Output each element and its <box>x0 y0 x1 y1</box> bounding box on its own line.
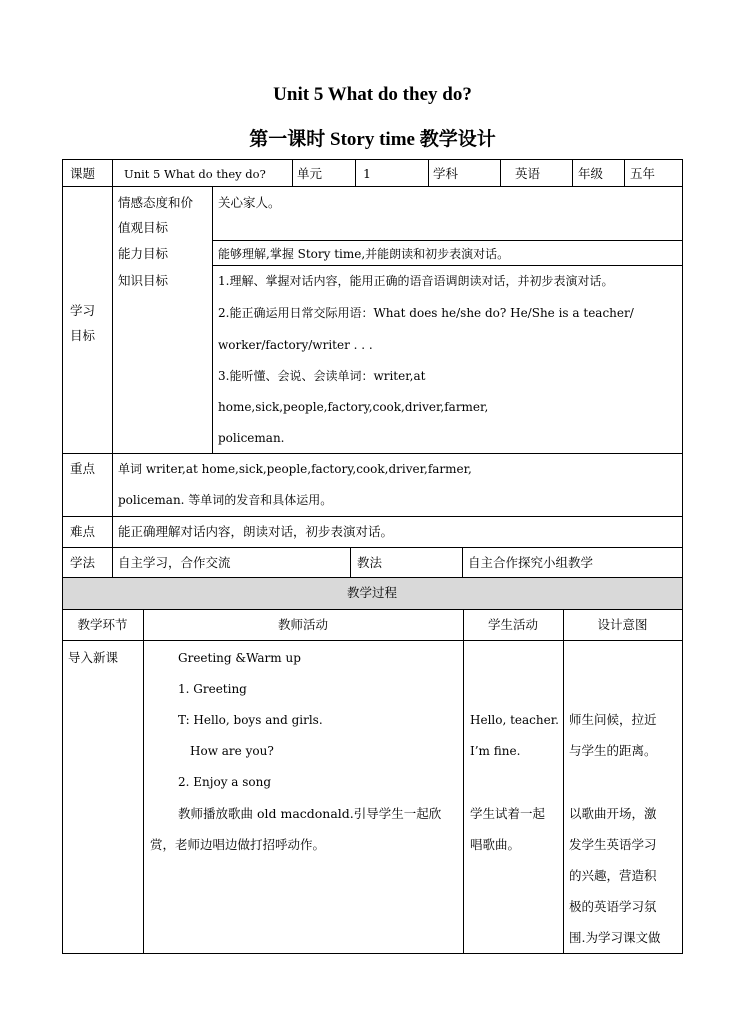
design-line-5: 的兴趣，营造积 <box>569 868 657 883</box>
design-line-6: 极的英语学习氛 <box>569 899 657 914</box>
document-title: Unit 5 What do they do? <box>273 84 472 105</box>
teacher-line-4: How are you? <box>190 744 274 758</box>
key-points-line2: policeman. 等单词的发音和具体运用。 <box>118 493 333 507</box>
subject-value: 英语 <box>515 166 541 181</box>
design-line-4: 发学生英语学习 <box>569 837 657 852</box>
grade-label: 年级 <box>578 166 604 181</box>
stage-value: 导入新课 <box>68 650 119 665</box>
teacher-line-3: T: Hello, boys and girls. <box>178 713 323 727</box>
objectives-label-line2: 目标 <box>70 328 96 343</box>
knowledge-label: 知识目标 <box>118 273 169 288</box>
unit-label: 单元 <box>297 166 323 181</box>
study-method-label: 学法 <box>70 555 96 570</box>
key-points-label: 重点 <box>70 461 96 476</box>
knowledge-line-2: 2.能正确运用日常交际用语：What does he/she do? He/She is a teacher/ <box>218 306 634 320</box>
difficulties-label: 难点 <box>70 524 96 539</box>
col-stage-header: 教学环节 <box>77 617 128 632</box>
topic-label: 课题 <box>70 166 96 181</box>
emotion-label-line1: 情感态度和价 <box>118 195 194 210</box>
process-header: 教学过程 <box>346 585 397 600</box>
knowledge-line-4: 3.能听懂、会说、会读单词：writer,at <box>218 369 426 383</box>
teacher-line-7: 赏，老师边唱边做打招呼动作。 <box>150 837 326 852</box>
unit-value: 1 <box>363 166 371 181</box>
knowledge-line-5: home,sick,people,factory,cook,driver,farmer, <box>218 400 489 414</box>
subject-label: 学科 <box>433 166 459 181</box>
difficulties-value: 能正确理解对话内容，朗读对话，初步表演对话。 <box>118 524 394 539</box>
teacher-line-2: 1. Greeting <box>178 682 247 696</box>
col-design-header: 设计意图 <box>597 617 648 632</box>
col-student-header: 学生活动 <box>487 617 538 632</box>
design-line-1: 师生问候，拉近 <box>569 712 657 727</box>
emotion-label-line2: 值观目标 <box>118 220 169 235</box>
design-line-2: 与学生的距离。 <box>569 743 657 758</box>
ability-label: 能力目标 <box>118 246 169 261</box>
knowledge-line-1: 1.理解、掌握对话内容，能用正确的语音语调朗读对话，并初步表演对话。 <box>218 274 614 288</box>
design-line-7: 围.为学习课文做 <box>569 930 661 945</box>
key-points-line1: 单词 writer,at home,sick,people,factory,cook,driver,farmer, <box>118 462 472 476</box>
grade-value: 五年 <box>630 166 656 181</box>
col-teacher-header: 教师活动 <box>277 617 328 632</box>
ability-value: 能够理解,掌握 Story time,并能朗读和初步表演对话。 <box>218 247 510 261</box>
knowledge-line-3: worker/factory/writer . . . <box>218 338 373 352</box>
topic-value: Unit 5 What do they do? <box>124 167 266 181</box>
student-line-2: I’m fine. <box>470 744 521 758</box>
teach-method-label: 教法 <box>357 555 383 570</box>
knowledge-line-6: policeman. <box>218 431 285 445</box>
study-method-value: 自主学习，合作交流 <box>118 555 231 570</box>
teacher-line-1: Greeting &Warm up <box>178 651 301 665</box>
student-line-1: Hello, teacher. <box>470 713 559 727</box>
student-line-4: 唱歌曲。 <box>470 837 521 852</box>
objectives-label-line1: 学习 <box>70 303 96 318</box>
teacher-line-6: 教师播放歌曲 old macdonald.引导学生一起欣 <box>178 806 442 821</box>
teach-method-value: 自主合作探究小组教学 <box>468 555 594 570</box>
student-line-3: 学生试着一起 <box>470 806 546 821</box>
teacher-line-5: 2. Enjoy a song <box>178 775 272 789</box>
emotion-value: 关心家人。 <box>218 195 281 210</box>
design-line-3: 以歌曲开场，激 <box>569 806 657 821</box>
document-subtitle: 第一课时 Story time 教学设计 <box>249 129 496 150</box>
